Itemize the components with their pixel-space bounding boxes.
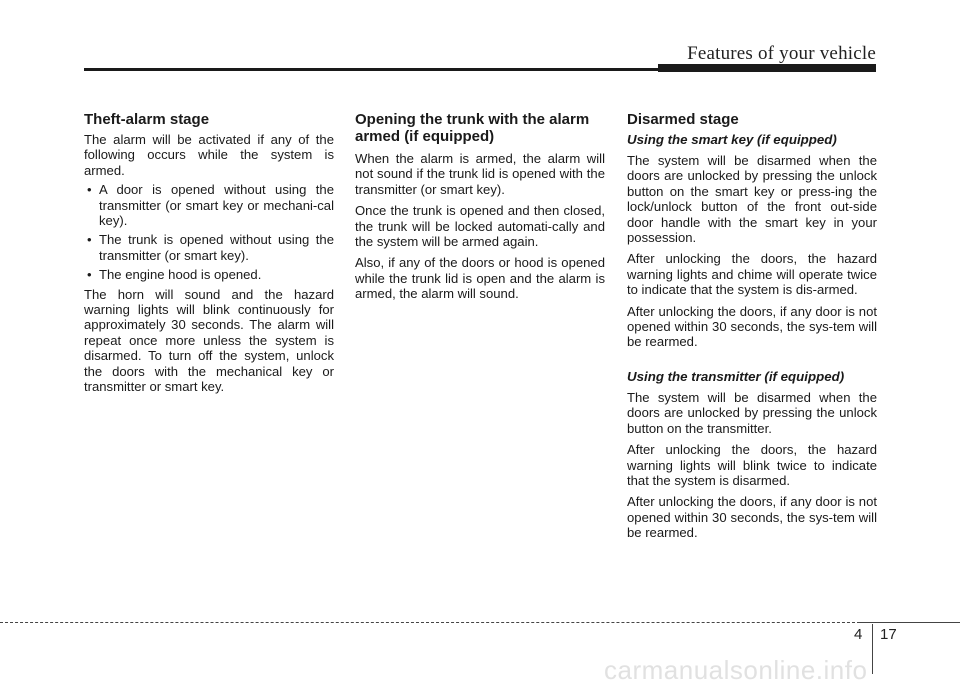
column-theft-alarm	[84, 111, 334, 399]
trigger-list	[84, 182, 334, 282]
list-item: • The trunk is opened without using the transmitter (or smart key).	[84, 232, 334, 263]
paragraph: The system will be disarmed when the doors are unlocked by pressing the unlock button on the smart key or press-ing the lock/unlock button of the front out-side door handle with the smart key in your possession.	[627, 153, 877, 246]
column-trunk-opening	[355, 111, 605, 308]
paragraph: The alarm will be activated if any of the following occurs while the system is armed.	[84, 132, 334, 178]
spacer	[627, 356, 877, 369]
paragraph: Also, if any of the doors or hood is opened while the trunk lid is open and the alarm is armed, the alarm will sound.	[355, 255, 605, 302]
subheading-transmitter: Using the transmitter (if equipped)	[627, 368, 845, 384]
list-item: • The engine hood is opened.	[84, 267, 334, 282]
column-disarmed-stage	[627, 111, 877, 547]
paragraph: When the alarm is armed, the alarm will not sound if the trunk lid is opened with the transmitter (or smart key).	[355, 151, 605, 197]
paragraph: The system will be disarmed when the doors are unlocked by pressing the unlock button on the transmitter.	[627, 389, 877, 436]
page-number: 17	[880, 626, 897, 643]
section-title: Features of your vehicle	[687, 43, 876, 64]
paragraph: After unlocking the doors, the hazard warning lights and chime will operate twice to indicate that the system is dis-armed.	[627, 251, 877, 298]
paragraph: After unlocking the doors, if any door is not opened within 30 seconds, the sys-tem will be rearmed.	[627, 303, 877, 350]
footer-rule	[860, 622, 960, 623]
heading-opening-trunk: Opening the trunk with the alarm armed (if equipped)	[355, 111, 590, 145]
paragraph: After unlocking the doors, if any door is not opened within 30 seconds, the sys-tem will be rearmed.	[627, 494, 877, 541]
paragraph: The horn will sound and the hazard warning lights will blink continuously for approximately 30 seconds. The alarm will repeat once more unless the system is disarmed. To turn off the system, unlock the doors with the mechanical key or transmitter or smart key.	[84, 286, 334, 395]
header-bar	[658, 64, 876, 72]
heading-theft-alarm-stage: Theft-alarm stage	[84, 111, 210, 128]
subheading-smart-key: Using the smart key (if equipped)	[627, 132, 837, 147]
paragraph: After unlocking the doors, the hazard warning lights will blink twice to indicate that the system is disarmed.	[627, 442, 877, 488]
footer-dashed-rule	[0, 622, 860, 623]
chapter-number: 4	[854, 626, 863, 643]
list-item: • A door is opened without using the transmitter (or smart key or mechani-cal key).	[84, 182, 334, 228]
heading-disarmed-stage: Disarmed stage	[627, 111, 739, 128]
watermark: carmanualsonline.info	[604, 655, 868, 685]
paragraph: Once the trunk is opened and then closed, the trunk will be locked automati-cally and the system will be armed again.	[355, 203, 605, 250]
page-number-divider	[872, 624, 873, 674]
header-rule	[84, 68, 658, 71]
